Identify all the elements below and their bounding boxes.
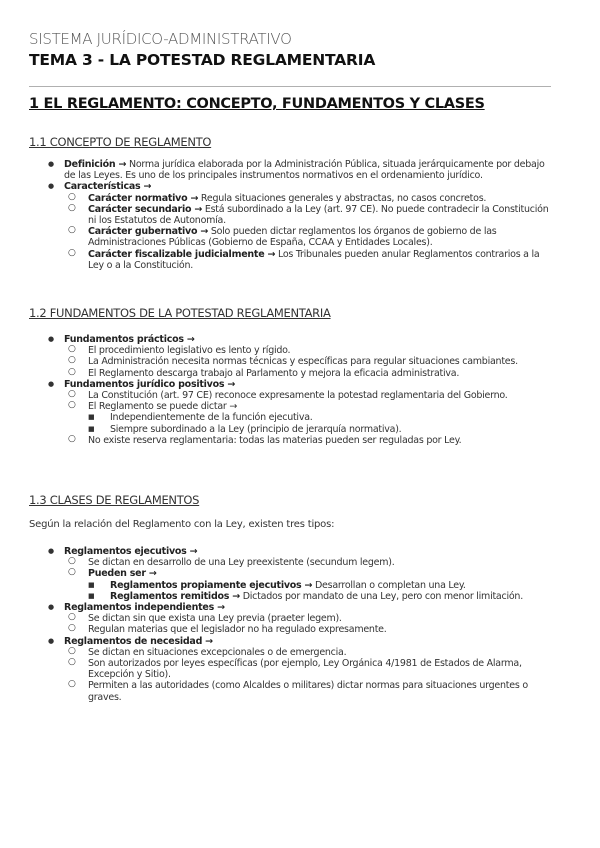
list-item (68, 226, 558, 248)
sublist (64, 557, 558, 602)
item-text: Dictados por mandato de una Ley, pero con menor limitación. (239, 590, 523, 602)
item-label: Pueden ser → (88, 568, 157, 580)
list-item (68, 204, 558, 226)
item-label: Características → (64, 181, 152, 193)
list-item (48, 636, 558, 703)
list-item: ○ Son autorizados por leyes específicas (por ejemplo, Ley Orgánica 4/1981 de Estados de Alarma, Excepción y Sitio). (68, 658, 558, 680)
intro-text: Según la relación del Reglamento con la Ley, existen tres tipos: (29, 519, 335, 530)
subsection-heading-1-2: 1.2 FUNDAMENTOS DE LA POTESTAD REGLAMENTARIA (29, 306, 331, 320)
item-text: Solo pueden dictar reglamentos los órganos de gobierno de las Administraciones Públicas (Gobierno de España, CCAA y Entidades Locales). (88, 226, 497, 249)
item-text: Está subordinado a la Ley (art. 97 CE). No puede contradecir la Constitución ni los Estatutos de Autonomía. (88, 203, 549, 227)
section-heading: 1 EL REGLAMENTO: CONCEPTO, FUNDAMENTOS Y CLASES (29, 96, 485, 112)
list-item: ■ Siempre subordinado a la Ley (principio de jerarquía normativa). (88, 424, 558, 435)
list-item: ○ El procedimiento legislativo es lento y rígido. (68, 345, 558, 356)
item-label: Fundamentos jurídico positivos → (64, 378, 236, 390)
fundamentos-list (48, 334, 558, 446)
item-label: Carácter gubernativo → (88, 226, 209, 238)
item-label: Carácter fiscalizable judicialmente → (88, 248, 276, 260)
list-item (88, 580, 558, 591)
list-item (68, 401, 558, 435)
sublist (64, 390, 558, 446)
item-label: Reglamentos de necesidad → (64, 635, 213, 647)
title-divider (29, 86, 551, 87)
list-item: ○ No existe reserva reglamentaria: todas las materias pueden ser reguladas por Ley. (68, 435, 558, 446)
sublist (64, 613, 558, 635)
item-label: Fundamentos prácticos → (64, 334, 195, 345)
list-item (48, 602, 558, 636)
subsection-heading-1-3: 1.3 CLASES DE REGLAMENTOS (29, 493, 200, 507)
concept-list (48, 159, 558, 271)
page-title: TEMA 3 - LA POTESTAD REGLAMENTARIA (29, 51, 376, 69)
list-item (48, 546, 558, 602)
item-label: Reglamentos independientes → (64, 602, 225, 614)
item-text: Norma jurídica elaborada por la Administración Pública, situada jerárquicamente por debajo de las Leyes. Es uno de los principales instrumentos normativos en el ordenamiento jurídico. (64, 159, 545, 182)
item-text: Desarrollan o completan una Ley. (312, 579, 466, 591)
sublist (64, 193, 558, 271)
list-item: ■ Independientemente de la función ejecutiva. (88, 412, 558, 423)
item-label: Definición → (64, 159, 127, 170)
list-item (88, 591, 558, 602)
list-item: ○ Se dictan sin que exista una Ley previa (praeter legem). (68, 613, 558, 624)
item-text: Regula situaciones generales y abstractas, no casos concretos. (198, 192, 487, 204)
list-item: ○ Se dictan en desarrollo de una Ley preexistente (secundum legem). (68, 557, 558, 568)
item-label: Carácter normativo → (88, 192, 199, 204)
list-item: ○ El Reglamento descarga trabajo al Parlamento y mejora la eficacia administrativa. (68, 368, 558, 379)
list-item (48, 181, 558, 271)
list-item: ○ Regulan materias que el legislador no ha regulado expresamente. (68, 624, 558, 635)
list-item (48, 159, 558, 181)
list-item: ○ Se dictan en situaciones excepcionales o de emergencia. (68, 647, 558, 658)
list-item: ○ La Administración necesita normas técnicas y específicas para regular situaciones cambiantes. (68, 356, 558, 367)
sublist (88, 580, 558, 602)
list-item (48, 334, 558, 379)
item-text: El Reglamento se puede dictar → (88, 401, 238, 413)
item-label: Reglamentos ejecutivos → (64, 546, 198, 557)
item-label: Reglamentos remitidos → (110, 590, 240, 602)
sublist (88, 412, 558, 434)
list-item (68, 568, 558, 602)
subject-heading: SISTEMA JURÍDICO-ADMINISTRATIVO (29, 30, 292, 48)
item-label: Carácter secundario → (88, 203, 203, 215)
list-item: ○ La Constitución (art. 97 CE) reconoce expresamente la potestad reglamentaria del Gobierno. (68, 390, 558, 401)
list-item (48, 379, 558, 446)
list-item (68, 193, 558, 204)
subsection-heading-1-1: 1.1 CONCEPTO DE REGLAMENTO (29, 135, 212, 149)
item-label: Reglamentos propiamente ejecutivos → (110, 579, 313, 591)
list-item (68, 249, 558, 271)
list-item: ○ Permiten a las autoridades (como Alcaldes o militares) dictar normas para situaciones urgentes o graves. (68, 680, 558, 702)
sublist (64, 647, 558, 703)
clases-list (48, 546, 558, 703)
item-text: Los Tribunales pueden anular Reglamentos contrarios a la Ley o a la Constitución. (88, 248, 540, 271)
sublist (64, 345, 558, 379)
